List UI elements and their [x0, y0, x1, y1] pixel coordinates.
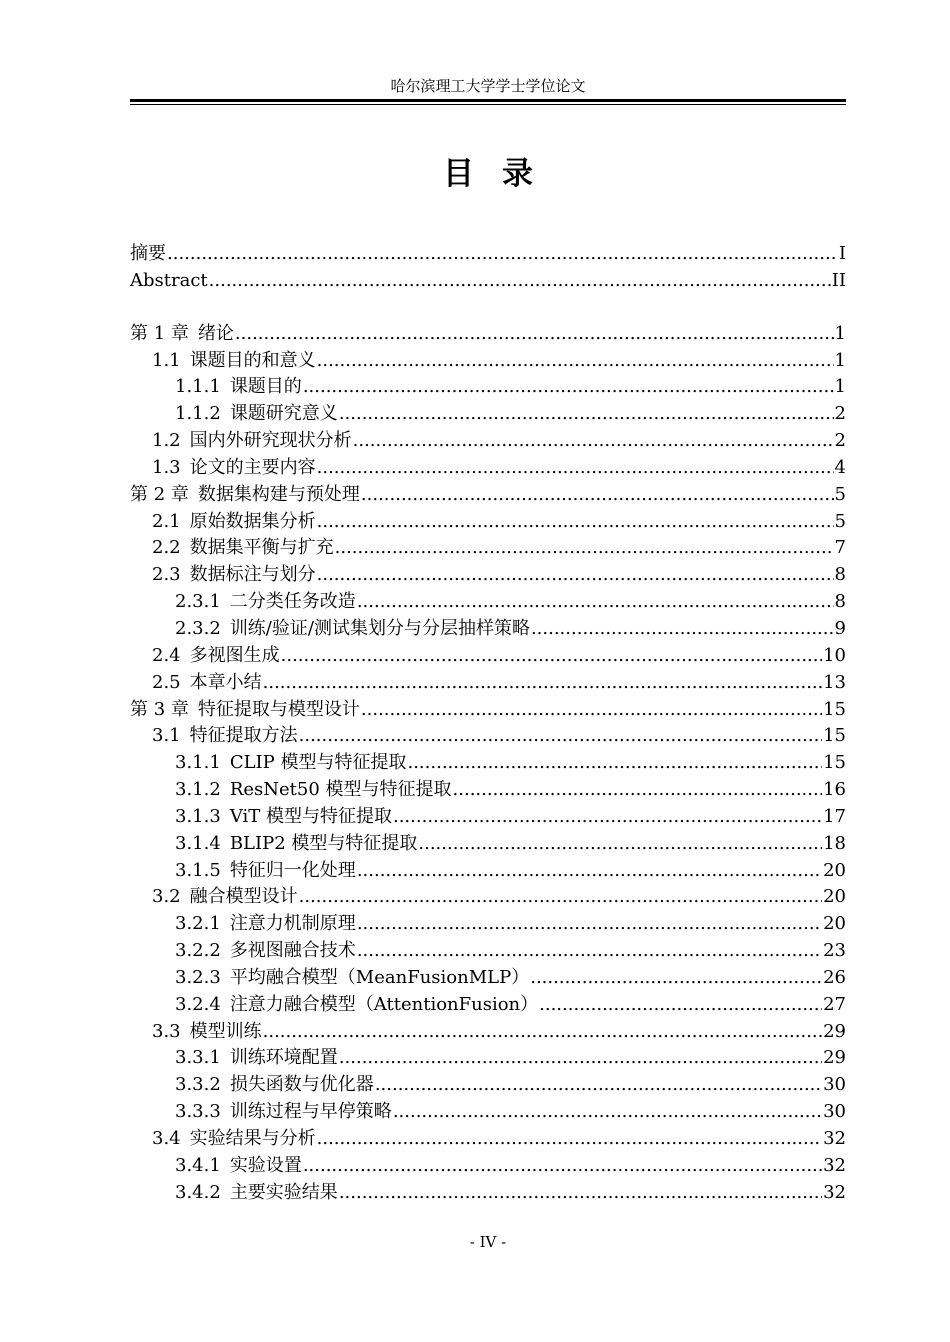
- toc-entry-title: [175, 1180, 338, 1207]
- toc-entry[interactable]: [130, 777, 846, 804]
- toc-entry-number: 3.1.5: [175, 859, 221, 881]
- toc-entry[interactable]: [130, 670, 846, 697]
- toc-entry-title: [152, 348, 316, 375]
- toc-entry-title: [130, 482, 360, 509]
- toc-entry-number: 2.4: [152, 644, 181, 666]
- toc-entry-number: 3.4.1: [175, 1154, 221, 1176]
- toc-entry-title: [175, 401, 338, 428]
- toc-entry-title: [175, 750, 406, 777]
- toc-entry-label: 训练过程与早停策略: [229, 1101, 392, 1123]
- toc-entry-title: [175, 938, 356, 965]
- toc-entry-page: 30: [823, 1101, 846, 1123]
- toc-entry-page: II: [831, 269, 846, 291]
- toc-entry-label: 特征提取方法: [189, 725, 298, 747]
- toc-entry[interactable]: [130, 697, 846, 724]
- toc-entry[interactable]: [130, 321, 846, 348]
- toc-entry[interactable]: [130, 428, 846, 455]
- toc-entry-number: 第 3 章: [130, 698, 189, 720]
- toc-entry[interactable]: [130, 965, 846, 992]
- toc-entry-label: 本章小结: [189, 671, 262, 693]
- toc-entry-page: 16: [823, 779, 846, 801]
- dot-leader: [263, 1019, 822, 1046]
- toc-entry-number: 3.2.2: [175, 940, 221, 962]
- toc-entry-page: 15: [823, 698, 846, 720]
- toc-entry[interactable]: [130, 911, 846, 938]
- toc-entry-page: 17: [823, 805, 846, 827]
- dot-leader: [299, 723, 822, 750]
- toc-entry-title: [175, 992, 538, 1019]
- toc-entry-number: 3.2: [152, 886, 181, 908]
- toc-entry[interactable]: [130, 348, 846, 375]
- toc-entry-title: [175, 777, 452, 804]
- toc-entry-number: 3.1.1: [175, 752, 221, 774]
- toc-entry-page: 32: [823, 1128, 846, 1149]
- toc-entry-page: 10: [823, 644, 846, 666]
- toc-entry-title: [152, 1019, 262, 1046]
- toc-entry-label: 损失函数与优化器: [229, 1074, 374, 1096]
- toc-entry-page: 20: [823, 913, 846, 935]
- dot-leader: [303, 374, 834, 401]
- toc-entry-number: 3.1.3: [175, 805, 221, 827]
- dot-leader: [335, 535, 834, 562]
- toc-entry-page: 20: [823, 859, 846, 881]
- toc-entry-page: 15: [823, 725, 846, 747]
- toc-entry-label: 训练/验证/测试集划分与分层抽样策略: [229, 617, 530, 639]
- toc-entry-label: 模型训练: [189, 1020, 262, 1042]
- toc-entry[interactable]: [130, 1019, 846, 1046]
- dot-leader: [167, 241, 838, 268]
- dot-leader: [357, 589, 834, 616]
- toc-entry-label: 实验结果与分析: [189, 1128, 316, 1149]
- dot-leader: [303, 1153, 822, 1180]
- toc-entry-label: 主要实验结果: [229, 1181, 338, 1203]
- toc-entry-title: [152, 670, 262, 697]
- toc-entry-page: 9: [834, 617, 846, 639]
- toc-entry[interactable]: [130, 535, 846, 562]
- toc-entry-title: [175, 858, 356, 885]
- toc-entry-label: 注意力机制原理: [229, 913, 356, 935]
- toc-entry-title: [152, 455, 316, 482]
- toc-entry-page: 30: [823, 1074, 846, 1096]
- dot-leader: [339, 1180, 822, 1207]
- dot-leader: [361, 482, 834, 509]
- toc-entry[interactable]: [130, 858, 846, 885]
- toc-entry-number: 3.3.3: [175, 1101, 221, 1123]
- toc-entry-title: [175, 911, 356, 938]
- toc-entry-number: 3.2.1: [175, 913, 221, 935]
- toc-entry-title: [175, 1072, 374, 1099]
- toc-entry-number: 第 1 章: [130, 322, 189, 344]
- toc-entry-label: 绪论: [197, 322, 234, 344]
- dot-leader: [263, 670, 822, 697]
- toc-entry-label: 实验设置: [229, 1154, 302, 1176]
- toc-entry-number: 3.2.3: [175, 966, 221, 988]
- toc-entry[interactable]: [130, 1126, 846, 1153]
- toc-entry-title: [152, 562, 316, 589]
- dot-leader: [530, 965, 822, 992]
- toc-entry-number: 1.1.2: [175, 403, 221, 425]
- dot-leader: [317, 509, 834, 536]
- toc-title: 目录: [443, 156, 561, 192]
- toc-entry-title: [175, 374, 302, 401]
- toc-entry-page: 32: [823, 1181, 846, 1203]
- toc-entry-label: 国内外研究现状分析: [189, 430, 352, 452]
- toc-entry-label: 训练环境配置: [229, 1047, 338, 1069]
- dot-leader: [353, 428, 834, 455]
- toc-entry[interactable]: [130, 562, 846, 589]
- toc-entry-page: 13: [823, 671, 846, 693]
- toc-entry-title: [152, 884, 298, 911]
- toc-entry-page: 1: [834, 322, 846, 344]
- toc-entry-page: 32: [823, 1154, 846, 1176]
- toc-entry-page: 2: [834, 403, 846, 425]
- toc-entry-label: 多视图生成: [189, 644, 280, 666]
- dot-leader: [393, 1099, 822, 1126]
- toc-entry[interactable]: [130, 616, 846, 643]
- toc-entry[interactable]: [130, 804, 846, 831]
- toc-entry[interactable]: [130, 992, 846, 1019]
- toc-entry-number: 2.5: [152, 671, 181, 693]
- toc-entry[interactable]: [130, 509, 846, 536]
- toc-entry-page: 7: [834, 537, 846, 559]
- toc-entry[interactable]: [130, 1180, 846, 1207]
- toc-entry-number: 3.4.2: [175, 1181, 221, 1203]
- toc-entry-number: 3.2.4: [175, 993, 221, 1015]
- toc-entry-number: 3.3: [152, 1020, 181, 1042]
- dot-leader: [361, 697, 822, 724]
- toc-entry-label: 平均融合模型（MeanFusionMLP）: [229, 966, 530, 988]
- toc-entry-label: Abstract: [130, 269, 208, 291]
- toc-entry-page: 1: [834, 376, 846, 398]
- toc-entry[interactable]: [130, 374, 846, 401]
- toc-entry-page: 5: [834, 510, 846, 532]
- toc-entry-title: [130, 697, 360, 724]
- dot-leader: [235, 321, 834, 348]
- dot-leader: [339, 1045, 822, 1072]
- dot-leader: [407, 750, 822, 777]
- toc-entry-page: 29: [823, 1047, 846, 1069]
- toc-entry-number: 2.1: [152, 510, 181, 532]
- toc-entry[interactable]: [130, 1099, 846, 1126]
- toc-entry-title: [175, 616, 530, 643]
- toc-entry-label: 课题目的: [229, 376, 302, 398]
- toc-entry-label: 论文的主要内容: [189, 456, 316, 478]
- toc-entry-page: 8: [834, 591, 846, 613]
- toc-entry-page: 5: [834, 483, 846, 505]
- toc-entry-title: [130, 321, 234, 348]
- toc-entry-title: [175, 804, 392, 831]
- toc-entry-title: [175, 1153, 302, 1180]
- toc-entry-label: ResNet50 模型与特征提取: [229, 779, 452, 801]
- toc-entry[interactable]: [130, 643, 846, 670]
- toc-entry-label: 课题研究意义: [229, 403, 338, 425]
- toc-entry-label: 融合模型设计: [189, 886, 298, 908]
- header-rule-thick: [130, 99, 846, 102]
- toc-entry-number: 2.2: [152, 537, 181, 559]
- toc-entry-page: 29: [823, 1020, 846, 1042]
- toc-entry-number: 2.3.1: [175, 591, 221, 613]
- toc-entry-number: 3.1.2: [175, 779, 221, 801]
- toc-entry[interactable]: [130, 482, 846, 509]
- toc-entry-number: 3.3.2: [175, 1074, 221, 1096]
- toc-entry-page: 4: [834, 456, 846, 478]
- toc-entry-title: [175, 589, 356, 616]
- header-rule-thin: [130, 104, 846, 105]
- dot-leader: [209, 268, 831, 295]
- toc-entry-number: 3.1.4: [175, 832, 221, 854]
- toc-entry-title: [130, 268, 208, 295]
- dot-leader: [299, 884, 822, 911]
- toc-entry[interactable]: [130, 1072, 846, 1099]
- toc-entry-title: [152, 1126, 316, 1153]
- dot-leader: [317, 348, 834, 375]
- dot-leader: [357, 858, 822, 885]
- toc-entry[interactable]: [130, 831, 846, 858]
- toc-entry-label: BLIP2 模型与特征提取: [229, 832, 418, 854]
- toc-entry-title: [175, 831, 417, 858]
- dot-leader: [339, 401, 834, 428]
- dot-leader: [357, 938, 822, 965]
- toc-entry-page: 23: [823, 940, 846, 962]
- toc-entry-page: 1: [834, 349, 846, 371]
- toc-entry[interactable]: [130, 401, 846, 428]
- toc-entry[interactable]: [130, 455, 846, 482]
- toc-entry[interactable]: [130, 1045, 846, 1072]
- toc-entry-number: 3.4: [152, 1128, 181, 1149]
- toc-entry-label: 特征归一化处理: [229, 859, 356, 881]
- dot-leader: [357, 911, 822, 938]
- toc-entry-number: 3.1: [152, 725, 181, 747]
- toc-entry-label: 数据集构建与预处理: [197, 483, 360, 505]
- toc-entry-label: 课题目的和意义: [189, 349, 316, 371]
- toc-entry-label: 原始数据集分析: [189, 510, 316, 532]
- toc-entry[interactable]: [130, 884, 846, 911]
- toc-entry-page: I: [838, 243, 846, 264]
- toc-entry-title: [152, 535, 334, 562]
- toc-entry-page: 18: [823, 832, 846, 854]
- toc-entry-label: CLIP 模型与特征提取: [229, 752, 407, 774]
- dot-leader: [317, 455, 834, 482]
- toc-entry[interactable]: [130, 241, 846, 268]
- toc-entry-label: ViT 模型与特征提取: [229, 805, 392, 827]
- toc-entry-number: 1.3: [152, 456, 181, 478]
- toc-entry-page: 2: [834, 430, 846, 452]
- toc-entry-number: 1.1: [152, 349, 181, 371]
- table-of-contents: [130, 241, 846, 1207]
- toc-entry-label: 摘要: [130, 243, 166, 264]
- toc-entry-page: 15: [823, 752, 846, 774]
- toc-entry-title: [152, 428, 352, 455]
- dot-leader: [393, 804, 822, 831]
- toc-entry-number: 2.3: [152, 564, 181, 586]
- toc-entry-title: [152, 723, 298, 750]
- page-number: - IV -: [469, 1233, 507, 1251]
- toc-entry[interactable]: [130, 723, 846, 750]
- toc-entry-title: [130, 241, 166, 268]
- dot-leader: [531, 616, 834, 643]
- dot-leader: [375, 1072, 822, 1099]
- toc-entry-title: [175, 1099, 392, 1126]
- running-header: 哈尔滨理工大学学士学位论文: [390, 77, 586, 95]
- dot-leader: [317, 1126, 822, 1153]
- toc-entry[interactable]: [130, 268, 846, 295]
- toc-entry-number: 1.2: [152, 430, 181, 452]
- toc-entry-label: 数据标注与划分: [189, 564, 316, 586]
- toc-entry-number: 1.1.1: [175, 376, 221, 398]
- dot-leader: [539, 992, 822, 1019]
- toc-entry-title: [152, 509, 316, 536]
- toc-entry[interactable]: [130, 1153, 846, 1180]
- toc-entry-title: [175, 1045, 338, 1072]
- toc-entry-label: 数据集平衡与扩充: [189, 537, 334, 559]
- toc-entry-number: 2.3.2: [175, 617, 221, 639]
- toc-entry-number: 第 2 章: [130, 483, 189, 505]
- toc-entry-label: 注意力融合模型（AttentionFusion）: [229, 993, 539, 1015]
- toc-entry-page: 26: [823, 966, 846, 988]
- toc-entry-number: 3.3.1: [175, 1047, 221, 1069]
- toc-entry-label: 二分类任务改造: [229, 591, 356, 613]
- dot-leader: [281, 643, 822, 670]
- dot-leader: [418, 831, 822, 858]
- toc-entry[interactable]: [130, 589, 846, 616]
- toc-entry-page: 27: [823, 993, 846, 1015]
- toc-entry[interactable]: [130, 938, 846, 965]
- toc-entry-title: [152, 643, 280, 670]
- toc-entry-page: 8: [834, 564, 846, 586]
- dot-leader: [453, 777, 823, 804]
- toc-entry-page: 20: [823, 886, 846, 908]
- dot-leader: [317, 562, 834, 589]
- toc-entry-title: [175, 965, 529, 992]
- toc-entry[interactable]: [130, 750, 846, 777]
- toc-entry-label: 特征提取与模型设计: [197, 698, 360, 720]
- toc-entry-label: 多视图融合技术: [229, 940, 356, 962]
